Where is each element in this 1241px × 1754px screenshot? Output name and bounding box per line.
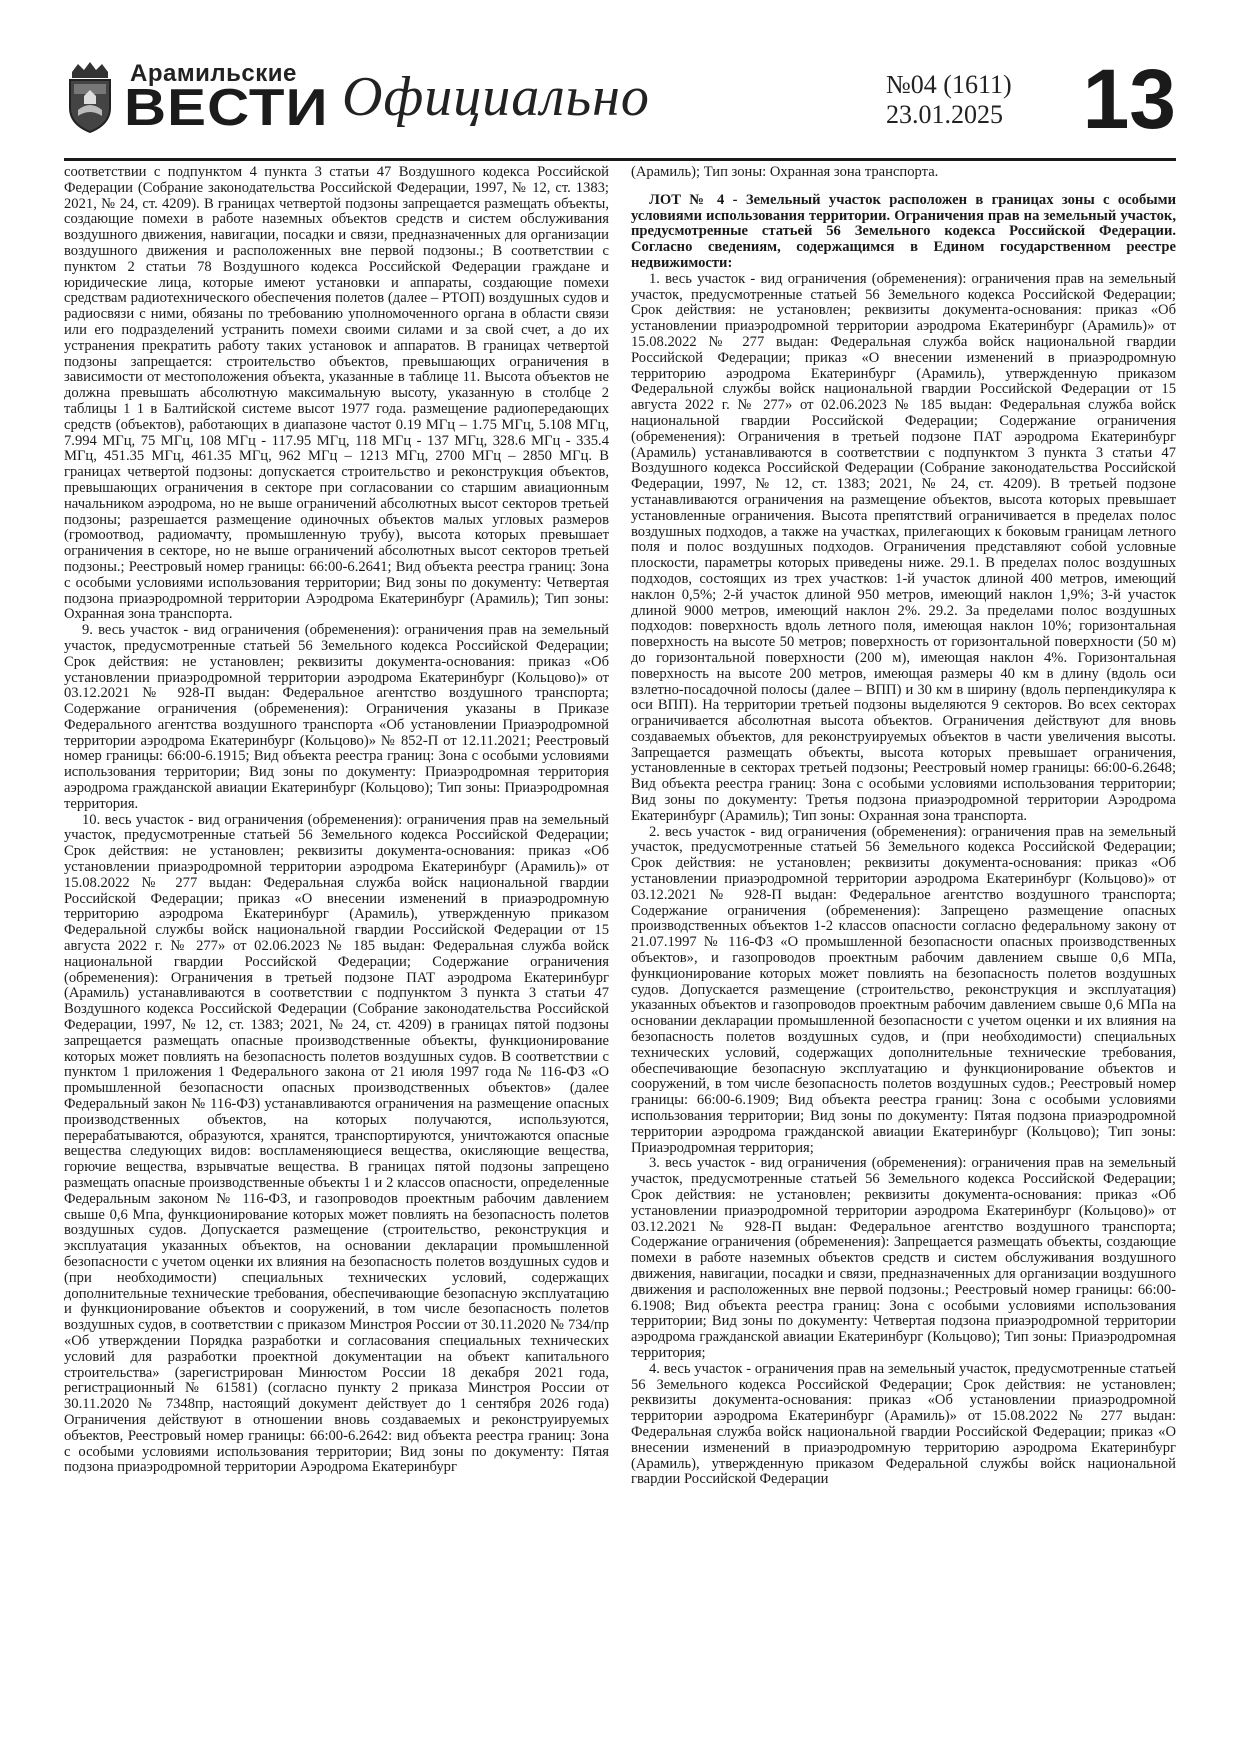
left-column bbox=[64, 165, 609, 1725]
paragraph: 3. весь участок - вид ограничения (обременения): ограничения прав на земельный участок, предусмотренные статьей 56 Земельного кодекса Российской Федерации; Срок действия: не установлен; реквизиты документа-основания: приказ «Об установлении приаэродромной территории аэродрома Екатеринбург (Кольцово)» от 03.12.2021 № 928-П выдан: Федеральное агентство воздушного транспорта; Содержание ограничения (обременения): Запрещается размещать объекты, создающие помехи в работе наземных объектов средств и систем обслуживания воздушного движения, навигации, посадки и связи, предназначенных для организации воздушного движения и расположенных вне первой подзоны.; Реестровый номер границы: 66:00-6.1908; Вид объекта реестра границ: Зона с особыми условиями использования территории; Вид зоны по документу: Четвертая подзона приаэродромной территории аэродрома гражданской авиации Екатеринбург (Кольцово); Тип зоны: Приаэродромная территория; bbox=[631, 1155, 1176, 1361]
paragraph: (Арамиль); Тип зоны: Охранная зона транспорта. bbox=[631, 165, 939, 180]
paragraph: 9. весь участок - вид ограничения (обременения): ограничения прав на земельный участок, предусмотренные статьей 56 Земельного кодекса Российской Федерации; Срок действия: не установлен; реквизиты документа-основания: приказ «Об установлении приаэродромной территории аэродрома Екатеринбург (Кольцово)» от 03.12.2021 № 928-П выдан: Федеральное агентство воздушного транспорта; Содержание ограничения (обременения): Ограничения указаны в Приказе Федерального агентства воздушного транспорта «Об установлении Приаэродромной территории аэродрома Екатеринбург (Кольцово)» № 852-П от 12.11.2021; Реестровый номер границы: 66:00-6.1915; Вид объекта реестра границ: Зона с особыми условиями использования территории; Вид зоны по документу: Приаэродромная территория аэродрома гражданской авиации Екатеринбург (Кольцово); Тип зоны: Приаэродромная территория. bbox=[64, 622, 609, 812]
coat-of-arms-icon bbox=[64, 60, 116, 134]
page-number: 13 bbox=[1082, 52, 1176, 146]
section-title: Официально bbox=[342, 66, 650, 128]
paragraph: соответствии с подпунктом 4 пункта 3 статьи 47 Воздушного кодекса Российской Федерации (Собрание законодательства Российской Федерации, 1997, № 12, ст. 1383; 2021, № 24, ст. 4209). В границах четвертой подзоны запрещается размещать объекты, создающие помехи в работе наземных объектов средств и систем обслуживания воздушного движения, навигации, посадки и связи, предназначенных для организации воздушного движения и расположенных вне первой подзоны.; В соответствии с пунктом 2 статьи 78 Воздушного кодекса Российской Федерации граждане и юридические лица, которые имеют установки и аппараты, создающие помехи средствам радиотехнического обеспечения полетов (далее – РТОП) воздушных судов и радиосвязи с ними, обязаны по требованию уполномоченного органа в области связи или его подразделений устранить помехи своими силами и за свой счет, а до их устранения прекратить работу таких установок и аппаратов. В границах четвертой подзоны запрещается: строительство объектов, превышающих ограничения в зависимости от местоположения объекта, указанные в таблице 11. Высота объектов не должна превышать абсолютную максимальную высоту, указанную в столбце 2 таблицы 1 1 в Балтийской системе высот 1977 года. размещение радиопередающих средств (объектов), работающих в диапазоне частот 0.19 МГц – 1.75 МГц, 5.108 МГц, 7.994 МГц, 75 МГц, 108 МГц - 117.95 МГц, 118 МГц - 137 МГц, 328.6 МГц - 335.4 МГц, 451.35 МГц, 461.35 МГц, 962 МГц – 1213 МГц, 2700 МГц – 2850 МГц. В границах четвертой подзоны: допускается строительство и реконструкция объектов, превышающих ограничения в секторе при согласовании со старшим авиационным начальником аэродрома, но не выше ограничений абсолютных высот секторов третьей подзоны; разрешается размещение одиночных объектов малых угловых размеров (громоотвод, радиомачту, промышленную трубу), высота которых превышает ограничения в секторе, но не выше ограничений абсолютных высот секторов третьей подзоны.; Реестровый номер границы: 66:00-6.2641; Вид объекта реестра границ: Зона с особыми условиями использования территории; Вид зоны по документу: Четвертая подзона приаэродромной территории Аэродрома Екатеринбург (Арамиль); Тип зоны: Охранная зона транспорта. bbox=[64, 165, 609, 623]
masthead bbox=[64, 52, 1176, 150]
paragraph: 2. весь участок - вид ограничения (обременения): ограничения прав на земельный участок, предусмотренные статьей 56 Земельного кодекса Российской Федерации; Срок действия: не установлен; реквизиты документа-основания: приказ «Об установлении приаэродромной территории аэродрома Екатеринбург (Кольцово)» от 03.12.2021 № 928-П выдан: Федеральное агентство воздушного транспорта; Содержание ограничения (обременения): Запрещено размещение опасных производственных объектов 1-2 классов опасности согласно федеральному закону от 21.07.1997 № 116-ФЗ «О промышленной безопасности опасных производственных объектов», и газопроводов проектным рабочим давлением свыше 0,6 МПа, функционирование которых может повлиять на безопасность полетов воздушных судов. Допускается размещение (строительство, реконструкция и эксплуатация) указанных объектов и газопроводов проектным рабочим давлением свыше 0,6 МПа на основании декларации промышленной безопасности с учетом оценки и их влияния на безопасность полетов воздушных судов, и (при необходимости) специальных технических условий, содержащих дополнительные технические требования, обеспечивающие безопасную эксплуатацию и функционирование объектов и сооружений, в том числе безопасность полетов воздушных судов.; Реестровый номер границы: 66:00-6.1909; Вид объекта реестра границ: Зона с особыми условиями использования территории; Вид зоны по документу: Пятая подзона приаэродромной территории аэродрома гражданской авиации Екатеринбург (Кольцово); Тип зоны: Приаэродромная территория; bbox=[631, 823, 1176, 1156]
brand-main-text: ВЕСТИ bbox=[124, 79, 329, 137]
header-divider bbox=[64, 158, 1176, 161]
issue-info bbox=[886, 70, 1012, 130]
lot-heading: ЛОТ № 4 - Земельный участок расположен в границах зоны с особыми условиями использования территории. Ограничения прав на земельный участок, предусмотренные статьей 56 Земельного кодекса Российской Федерации. Согласно сведениям, содержащимся в Едином государственном реестре недвижимости: bbox=[631, 191, 1176, 271]
paragraph: 4. весь участок - ограничения прав на земельный участок, предусмотренные статьей 56 Земельного кодекса Российской Федерации; Срок действия: не установлен; реквизиты документа-основания: приказ «Об установлении приаэродромной территории аэродрома Екатеринбург (Арамиль)» от 15.08.2022 № 277 выдан: Федеральная служба войск национальной гвардии Российской Федерации; приказ «О внесении изменений в приаэродромную территорию аэродрома Екатеринбург (Арамиль), утвержденную приказом Федеральной службы войск национальной гвардии Российской Федерации bbox=[631, 1360, 1176, 1488]
paragraph: 1. весь участок - вид ограничения (обременения): ограничения прав на земельный участок, предусмотренные статьей 56 Земельного кодекса Российской Федерации; Срок действия: не установлен; реквизиты документа-основания: приказ «Об установлении приаэродромной территории аэродрома Екатеринбург (Арамиль)» от 15.08.2022 № 277 выдан: Федеральная служба войск национальной гвардии Российской Федерации; приказ «О внесении изменений в приаэродромную территорию аэродрома Екатеринбург (Арамиль), утвержденную приказом Федеральной службы войск национальной гвардии Российской Федерации от 15 августа 2022 г. № 277» от 02.06.2023 № 185 выдан: Федеральная служба войск национальной гвардии Российской Федерации; Содержание ограничения (обременения): Ограничения в третьей подзоне ПАТ аэродрома Екатеринбург (Арамиль) устанавливаются в соответствии с подпунктом 3 пункта 3 статьи 47 Воздушного кодекса Российской Федерации (Собрание законодательства Российской Федерации, 1997, № 12, ст. 1383; 2021, № 24, ст. 4209). В третьей подзоне устанавливаются ограничения на размещение объектов, высота которых превышает установленные ограничения. Высота препятствий ограничивается в пределах полос воздушных подходов, а также на участках, прилегающих к боковым границам летного поля и полос воздушных подходов. Ограничения представляют собой условные плоскости, параметры которых приведены ниже. 29.1. В пределах полос воздушных подходов, состоящих из трех участков: 1-й участок длиной 400 метров, имеющий наклон 0,5%; 2-й участок длиной 950 метров, имеющий наклон 1,9%; 3-й участок длиной 9000 метров, имеющий наклон 2%. 29.2. За пределами полос воздушных подходов: поверхность вдоль летного поля, имеющая наклон 10%; горизонтальная поверхность на высоте 50 метров; поверхность от горизонтальной поверхности (50 м) до горизонтальной поверхности (200 м), имеющая наклон 4%. Горизонтальная поверхность на высоте 200 метров, имеющая размеры 40 км в длину (вдоль оси взлетно-посадочной полосы (далее – ВПП) и 30 км в ширину (вдоль перпендикуляра к оси ВПП). На территории третьей подзоны выделяются 9 секторов. Во всех секторах ограничивается абсолютная высота объектов. Ограничения действуют для вновь создаваемых объектов, для реконструируемых объектов в части увеличения высоты. Запрещается размещать объекты, высота которых превышает ограничения, установленные в секторах третьей подзоны; Реестровый номер границы: 66:00-6.2648; Вид объекта реестра границ: Зона с особыми условиями использования территории; Вид зоны по документу: Третья подзона приаэродромной территории Аэродрома Екатеринбург (Арамиль); Тип зоны: Охранная зона транспорта. bbox=[631, 270, 1176, 824]
issue-date: 23.01.2025 bbox=[886, 100, 1003, 129]
brand-top-text: Арамильские bbox=[130, 60, 297, 87]
paragraph: 10. весь участок - вид ограничения (обременения): ограничения прав на земельный участок, предусмотренные статьей 56 Земельного кодекса Российской Федерации; Срок действия: не установлен; реквизиты документа-основания: приказ «Об установлении приаэродромной территории аэродрома Екатеринбург (Арамиль)» от 15.08.2022 № 277 выдан: Федеральная служба войск национальной гвардии Российской Федерации; приказ «О внесении изменений в приаэродромную территорию аэродрома Екатеринбург (Арамиль), утвержденную приказом Федеральной службы войск национальной гвардии Российской Федерации от 15 августа 2022 г. № 277» от 02.06.2023 № 185 выдан: Федеральная служба войск национальной гвардии Российской Федерации; Содержание ограничения (обременения): Ограничения в третьей подзоне ПАТ аэродрома Екатеринбург (Арамиль) устанавливаются в соответствии с подпунктом 3 пункта 3 статьи 47 Воздушного кодекса Российской Федерации (Собрание законодательства Российской Федерации, 1997, № 12, ст. 1383; 2021, № 24, ст. 4209) в границах пятой подзоны запрещается размещать опасные производственные объекты, функционирование которых может повлиять на безопасность полетов воздушных судов. В соответствии с пунктом 1 приложения 1 Федерального закона от 21 июля 1997 года № 116-ФЗ «О промышленной безопасности опасных производственных объектов» (далее Федеральный закон № 116-ФЗ) устанавливаются ограничения на размещение опасных производственных объектов, на которых получаются, используются, перерабатываются, образуются, хранятся, транспортируются, уничтожаются опасные вещества следующих видов: воспламеняющиеся вещества, окисляющие вещества, горючие вещества, взрывчатые вещества. В границах пятой подзоны запрещено размещать опасные производственные объекты 1 и 2 классов опасности, определенные Федеральным законом № 116-ФЗ, и газопроводов проектным рабочим давлением свыше 0,6 Мпа, функционирование которых может повлиять на безопасность полетов воздушных судов. Допускается размещение (строительство, реконструкция и эксплуатация указанных объектов, на основании декларации промышленной безопасности с учетом оценки их влияния на безопасность полетов воздушных судов и (при необходимости) специальных технических условий, содержащих дополнительные технические требования, обеспечивающие безопасную эксплуатацию и функционирование объектов и сооружений, в том числе безопасность полетов воздушных судов, в соответствии с приказом Минстроя России от 30.11.2020 № 734/пр «Об утверждении Порядка разработки и согласования специальных технических условий для разработки проектной документации на объект капитального строительства» (зарегистрирован Минюстом России 18 декабря 2021 года, регистрационный № 61581) (согласно пункту 2 приказа Минстроя России от 30.11.2020 № 7348пр, настоящий документ действует до 1 сентября 2026 года) Ограничения действуют в отношении вновь создаваемых и реконструируемых объектов, Реестровый номер границы: 66:00-6.2642: вид объекта реестра границ: Зона с особыми условиями использования территории; Вид зоны по документу: Пятая подзона приаэродромной территории Аэродрома Екатеринбург bbox=[64, 811, 609, 1476]
issue-number: №04 (1611) bbox=[886, 70, 1012, 99]
right-column bbox=[631, 165, 1176, 1725]
brand-logo bbox=[124, 60, 354, 140]
